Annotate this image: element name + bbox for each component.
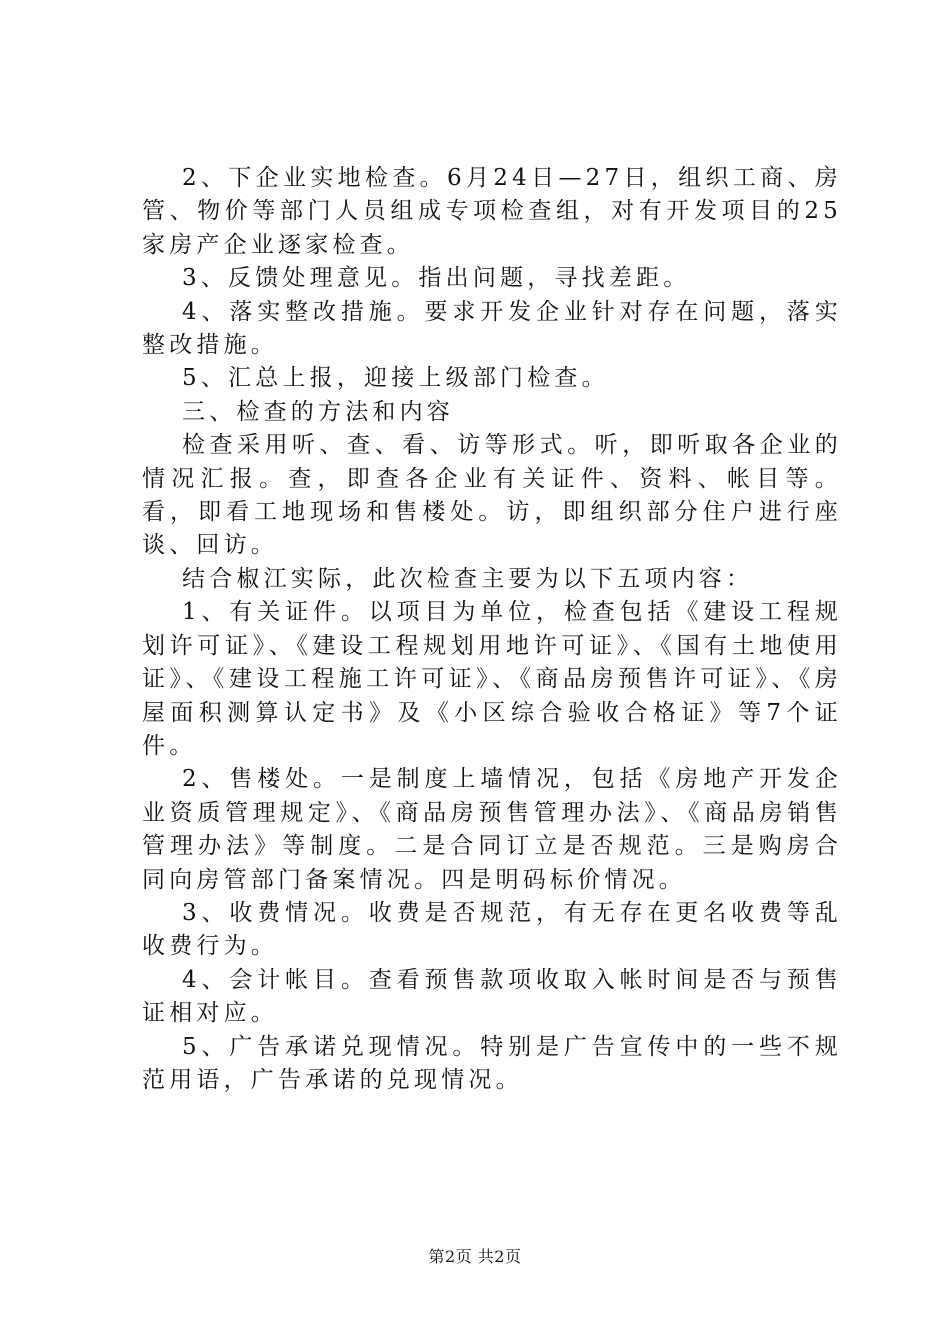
paragraph-accounts: 4、会计帐目。查看预售款项收取入帐时间是否与预售证相对应。 (142, 966, 842, 1027)
paragraph-inspection-onsite: 2、下企业实地检查。6月24日—27日，组织工商、房管、物价等部门人员组成专项检查组，对有开发项目的25家房产企业逐家检查。 (142, 165, 842, 258)
document-body (142, 162, 842, 1097)
paragraph-advertising: 5、广告承诺兑现情况。特别是广告宣传中的一些不规范用语，广告承诺的兑现情况。 (142, 1033, 842, 1093)
paragraph-sales-office: 2、售楼处。一是制度上墙情况，包括《房地产开发企业资质管理规定》、《商品房预售管理办法》、《商品房销售管理办法》等制度。二是合同订立是否规范。三是购房合同向房管部门备案情况。四是明码标价情况。 (142, 766, 842, 893)
page-footer: 第2页 共2页 (428, 1247, 522, 1266)
paragraph-summary-report: 5、汇总上报，迎接上级部门检查。 (182, 365, 609, 392)
paragraph-five-items-intro: 结合椒江实际，此次检查主要为以下五项内容： (182, 565, 754, 592)
paragraph-certificates: 1、有关证件。以项目为单位，检查包括《建设工程规划许可证》、《建设工程规划用地许可证》、《国有土地使用证》、《建设工程施工许可证》、《商品房预售许可证》、《房屋面积测算认定书》及《小区综合验收合格证》等7个证件。 (142, 599, 842, 759)
paragraph-fees: 3、收费情况。收费是否规范，有无存在更名收费等乱收费行为。 (142, 899, 842, 960)
paragraph-methods: 检查采用听、查、看、访等形式。听，即听取各企业的情况汇报。查，即查各企业有关证件、资料、帐目等。看，即看工地现场和售楼处。访，即组织部分住户进行座谈、回访。 (142, 432, 842, 559)
section-heading-methods: 三、检查的方法和内容 (182, 398, 454, 425)
paragraph-feedback: 3、反馈处理意见。指出问题，寻找差距。 (182, 265, 691, 292)
paragraph-rectification: 4、落实整改措施。要求开发企业针对存在问题，落实整改措施。 (142, 298, 842, 359)
